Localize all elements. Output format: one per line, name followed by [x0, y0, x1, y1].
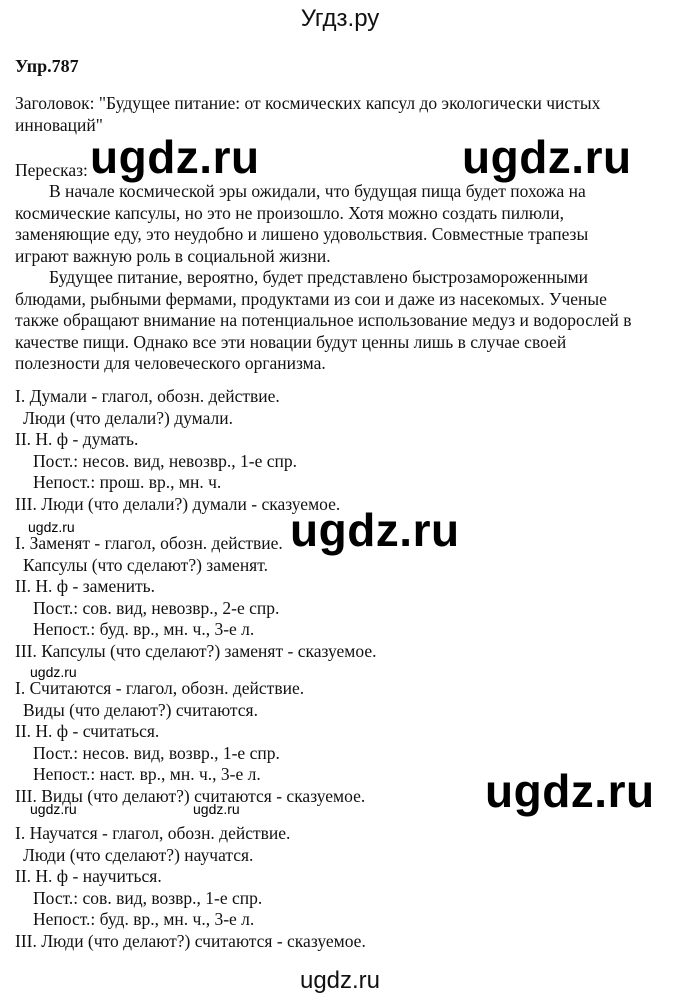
retelling-paragraph-2 [15, 267, 632, 375]
analysis-1-line-2: Люди (что делали?) думали. [23, 407, 234, 428]
analysis-1-line-3: II. Н. ф - думать. [15, 429, 139, 449]
watermark-small: ugdz.ru [28, 519, 75, 535]
watermark-small: ugdz.ru [30, 664, 77, 680]
watermark-footer: ugdz.ru [299, 967, 381, 994]
analysis-3-line-4: Пост.: несов. вид, возвр., 1-е спр. [33, 742, 280, 763]
paragraph-1-line-3: заменяющие еду, это неудобно и лишено удовольствия. Совместные трапезы [15, 224, 589, 244]
paragraph-1-line-1: В начале космической эры ожидали, что будущая пища будет похожа на [49, 181, 586, 201]
retelling-label: Пересказ: [15, 160, 88, 180]
paragraph-2-line-1: Будущее питание, вероятно, будет представлено быстрозамороженными [49, 267, 589, 287]
analysis-block-4 [15, 823, 366, 952]
analysis-4-line-4: Пост.: сов. вид, возвр., 1-е спр. [33, 887, 263, 908]
analysis-2-line-1: I. Заменят - глагол, обозн. действие. [15, 533, 283, 553]
analysis-3-line-1: I. Считаются - глагол, обозн. действие. [15, 678, 305, 698]
watermark-large: ugdz.ru [485, 765, 655, 817]
analysis-2-line-6: III. Капсулы (что сделают?) заменят - сказуемое. [15, 640, 377, 661]
analysis-3-line-6: III. Виды (что делают?) считаются - сказуемое. [15, 785, 366, 806]
analysis-4-line-5: Непост.: буд. вр., мн. ч., 3-е л. [33, 909, 255, 929]
exercise-heading [15, 93, 600, 136]
analysis-block-1 [15, 386, 340, 515]
analysis-4-line-2: Люди (что сделают?) научатся. [23, 844, 254, 865]
heading-line-2: инноваций" [15, 114, 103, 135]
analysis-1-line-1: I. Думали - глагол, обозн. действие. [15, 386, 280, 406]
watermark-small: ugdz.ru [193, 801, 240, 817]
analysis-1-line-5: Непост.: прош. вр., мн. ч. [33, 472, 222, 492]
analysis-4-line-1: I. Научатся - глагол, обозн. действие. [15, 823, 291, 843]
paragraph-1-line-2: космические капсулы, но это не произошло. Хотя можно создать пилюли, [15, 202, 565, 223]
analysis-1-line-4: Пост.: несов. вид, невозвр., 1-е спр. [33, 450, 297, 471]
analysis-block-3 [15, 678, 365, 807]
paragraph-2-line-2: блюдами, рыбными фермами, продуктами из сои и даже из насекомых. Ученые [15, 288, 607, 309]
analysis-2-line-3: II. Н. ф - заменить. [15, 576, 155, 596]
analysis-4-line-6: III. Люди (что делают?) считаются - сказуемое. [15, 930, 366, 951]
analysis-4-line-3: II. Н. ф - научиться. [15, 866, 162, 886]
site-header-title: Угдз.ру [300, 5, 380, 32]
exercise-title: Упр.787 [15, 56, 79, 76]
analysis-1-line-6: III. Люди (что делали?) думали - сказуемое. [15, 493, 341, 514]
retelling-paragraph-1 [15, 181, 588, 267]
paragraph-2-line-5: полезности для человеческого организма. [15, 353, 326, 373]
paragraph-2-line-3: также обращают внимание на потенциальное использование медуз и водорослей в [15, 310, 632, 330]
analysis-2-line-5: Непост.: буд. вр., мн. ч., 3-е л. [33, 619, 255, 639]
analysis-3-line-2: Виды (что делают?) считаются. [23, 699, 258, 720]
analysis-3-line-5: Непост.: наст. вр., мн. ч., 3-е л. [33, 764, 261, 784]
watermark-large: ugdz.ru [90, 131, 260, 183]
analysis-2-line-4: Пост.: сов. вид, невозвр., 2-е спр. [33, 597, 280, 618]
paragraph-1-line-4: играют важную роль в социальной жизни. [15, 245, 331, 266]
watermark-large: ugdz.ru [462, 131, 632, 183]
paragraph-2-line-4: качестве пищи. Однако все эти новации будут ценны лишь в случае своей [15, 331, 567, 352]
heading-line-1: Заголовок: "Будущее питание: от космических капсул до экологически чистых [15, 93, 601, 113]
analysis-3-line-3: II. Н. ф - считаться. [15, 721, 160, 741]
watermark-small: ugdz.ru [30, 801, 77, 817]
watermark-large: ugdz.ru [290, 504, 460, 556]
analysis-2-line-2: Капсулы (что сделают?) заменят. [23, 554, 268, 575]
